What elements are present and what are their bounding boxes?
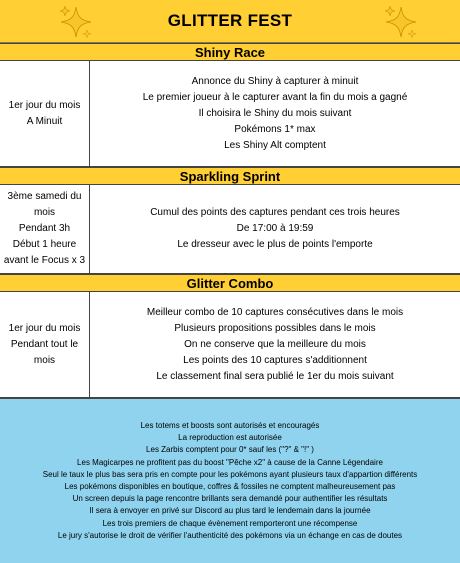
schedule-line: A Minuit — [26, 115, 63, 127]
note-line: Les trois premiers de chaque évènement remporteront une récompense — [102, 518, 358, 528]
rules-cell — [90, 185, 460, 273]
schedule-line: mois — [33, 207, 56, 218]
section-row-sparkling-sprint — [0, 185, 460, 274]
rule-line: Cumul des points des captures pendant ces trois heures — [150, 207, 400, 218]
note-line: Le jury s'autorise le droit de vérifier l'authenticité des pokémons via un échange en cas de doutes — [57, 530, 403, 540]
rule-line: De 17:00 à 19:59 — [236, 223, 314, 234]
note-line: Un screen depuis la page rencontre brillants sera demandé pour authentifier les résultats — [72, 494, 388, 504]
rule-line: Le classement final sera publié le 1er du mois suivant — [156, 370, 394, 382]
note-line: La reproduction est autorisée — [178, 433, 282, 443]
schedule-line: Pendant tout le — [10, 338, 79, 350]
rule-line: Plusieurs propositions possibles dans le mois — [174, 322, 376, 334]
note-line: Seul le taux le plus bas sera pris en compte pour les pokémons ayant plusieurs taux d'appartion différents — [42, 469, 418, 479]
schedule-line: 3ème samedi du — [7, 191, 82, 202]
rule-line: Meilleur combo de 10 captures consécutives dans le mois — [146, 306, 404, 318]
note-line: Les pokémons disponibles en boutique, coffres & fossiles ne comptent malheureusement pas — [64, 482, 396, 491]
rule-line: Le dresseur avec le plus de points l'emporte — [177, 239, 373, 250]
rules-cell — [90, 292, 460, 397]
page-title: GLITTER FEST — [167, 11, 293, 30]
schedule-line: 1er jour du mois — [8, 99, 81, 111]
note-line: Les totems et boosts sont autorisés et encouragés — [140, 420, 320, 430]
section-row-shiny-race — [0, 61, 460, 167]
schedule-line: mois — [33, 354, 56, 366]
rule-line: Pokémons 1* max — [234, 123, 316, 135]
note-line: Les Magicarpes ne profitent pas du boost "Pêche x2" à cause de la Canne Légendaire — [77, 457, 383, 467]
schedule-cell — [0, 61, 90, 166]
rule-line: On ne conserve que la meilleure du mois — [184, 338, 366, 350]
note-line: Il sera à envoyer en privé sur Discord au plus tard le lendemain dans la journée — [89, 506, 371, 516]
rule-line: Les Shiny Alt comptent — [224, 139, 326, 151]
note-line: Les Zarbis comptent pour 0* sauf les ("?" & "!" ) — [146, 445, 314, 455]
rule-line: Les points des 10 captures s'additionnent — [183, 354, 367, 366]
schedule-line: avant le Focus x 3 — [3, 255, 86, 266]
schedule-line: Pendant 3h — [18, 223, 71, 234]
section-header-sparkling-sprint: Sparkling Sprint — [0, 167, 460, 185]
schedule-line: 1er jour du mois — [8, 322, 81, 334]
rule-line: Le premier joueur à le capturer avant la fin du mois a gagné — [142, 91, 408, 103]
rule-line: Annonce du Shiny à capturer à minuit — [191, 75, 359, 87]
schedule-cell — [0, 185, 90, 273]
section-header-shiny-race: Shiny Race — [0, 43, 460, 61]
section-row-glitter-combo — [0, 292, 460, 398]
sparkles-icon — [383, 4, 419, 40]
schedule-cell — [0, 292, 90, 397]
section-header-glitter-combo: Glitter Combo — [0, 274, 460, 292]
title-bar — [0, 0, 460, 43]
rules-cell — [90, 61, 460, 166]
rule-line: Il choisira le Shiny du mois suivant — [198, 107, 352, 119]
general-rules-panel — [0, 398, 460, 563]
schedule-line: Début 1 heure — [12, 239, 77, 250]
